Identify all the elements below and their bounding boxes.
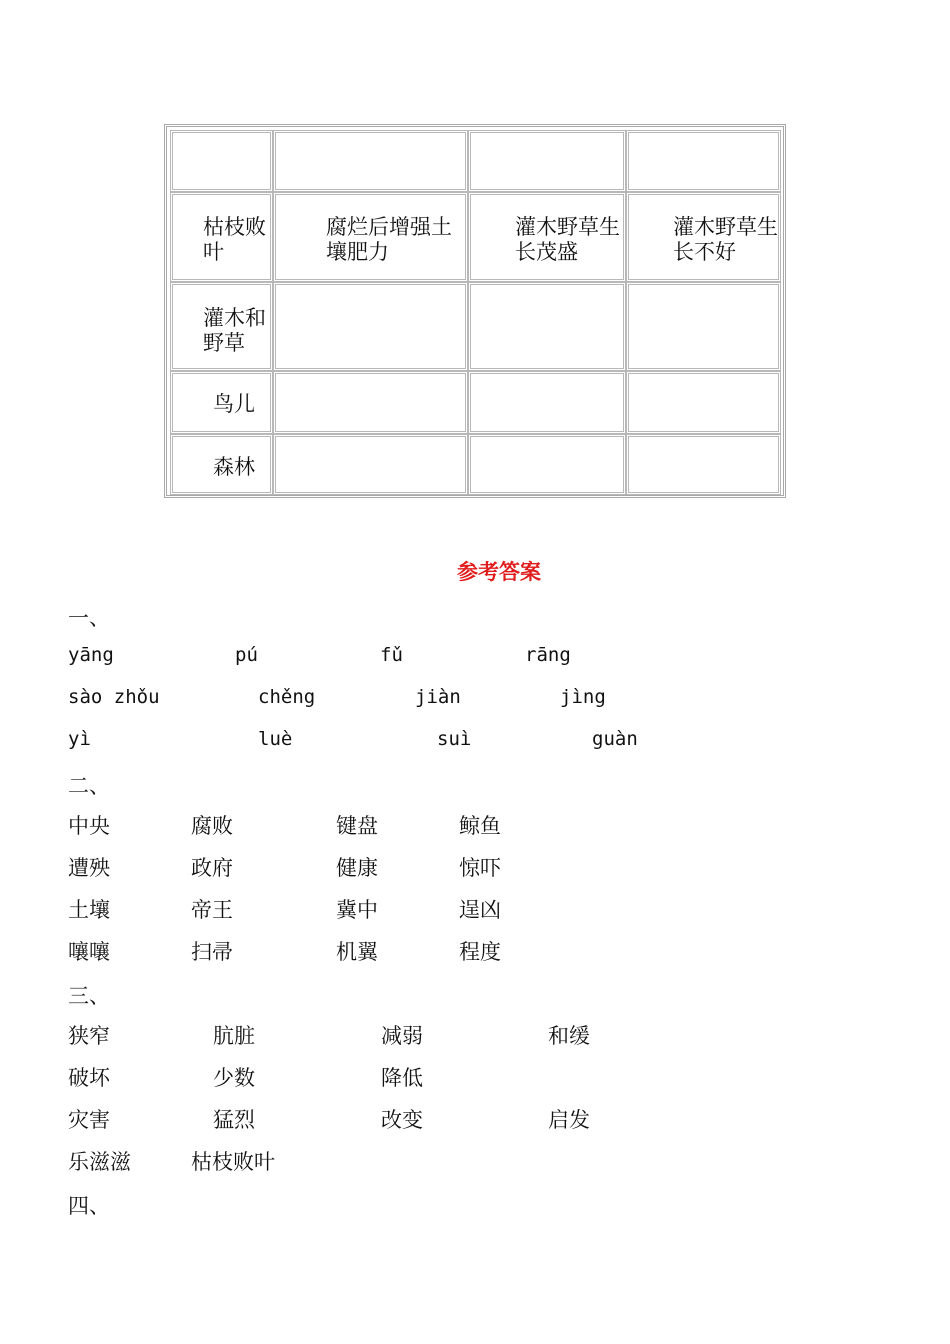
word-item: 嚷嚷 [68,940,110,964]
table-cell [626,371,781,434]
table-cell: 森林 [170,434,273,495]
word-item: 破坏 [68,1066,110,1090]
pinyin-item: rāng [525,644,571,666]
word-item: 政府 [191,856,233,880]
word-item: 狭窄 [68,1024,110,1048]
word-item: 机翼 [336,940,378,964]
word-item: 扫帚 [191,940,233,964]
table-cell [468,434,626,495]
word-item: 和缓 [548,1024,590,1048]
table-cell: 灌木野草生长不好 [626,192,781,282]
pinyin-item: yāng [68,644,114,666]
word-item: 灾害 [68,1108,110,1132]
word-item: 鲸鱼 [459,814,501,838]
word-item: 键盘 [336,814,378,838]
section-3-heading: 三、 [68,984,110,1008]
word-item: 猛烈 [213,1108,255,1132]
table-cell [273,130,468,192]
table-cell [273,434,468,495]
pinyin-item: yì [68,728,91,750]
pinyin-item: sào zhǒu [68,686,160,708]
word-item: 遭殃 [68,856,110,880]
word-item: 程度 [459,940,501,964]
word-item: 减弱 [381,1024,423,1048]
word-item: 惊吓 [459,856,501,880]
word-item: 健康 [336,856,378,880]
table-cell: 灌木野草生长茂盛 [468,192,626,282]
word-item: 中央 [68,814,110,838]
word-item: 改变 [381,1108,423,1132]
table-cell [468,371,626,434]
pinyin-item: chěng [258,686,316,708]
answer-title: 参考答案 [457,560,541,584]
table-cell: 枯枝败叶 [170,192,273,282]
table-cell [626,130,781,192]
table-cell [170,130,273,192]
pinyin-item: luè [258,728,293,750]
word-item: 土壤 [68,898,110,922]
word-item: 降低 [381,1066,423,1090]
table-cell [273,282,468,371]
word-item: 乐滋滋 [68,1150,131,1174]
table-cell: 鸟儿 [170,371,273,434]
word-item: 帝王 [191,898,233,922]
word-item: 腐败 [191,814,233,838]
table-cell [626,282,781,371]
section-4-heading: 四、 [68,1194,110,1218]
word-item: 少数 [213,1066,255,1090]
table-cell [468,130,626,192]
pinyin-item: guàn [592,728,638,750]
pinyin-item: pú [235,644,258,666]
word-item: 冀中 [336,898,378,922]
word-item: 肮脏 [213,1024,255,1048]
section-1-heading: 一、 [68,606,110,630]
table-cell: 腐烂后增强土壤肥力 [273,192,468,282]
word-item: 启发 [548,1108,590,1132]
pinyin-item: suì [437,728,472,750]
pinyin-item: jìng [560,686,606,708]
pinyin-item: fǔ [380,644,403,666]
word-item: 逞凶 [459,898,501,922]
table-cell [626,434,781,495]
word-item: 枯枝败叶 [191,1150,275,1174]
table-cell [273,371,468,434]
section-2-heading: 二、 [68,774,110,798]
answer-table [164,124,786,498]
pinyin-item: jiàn [415,686,461,708]
table-cell [468,282,626,371]
table-cell: 灌木和野草 [170,282,273,371]
